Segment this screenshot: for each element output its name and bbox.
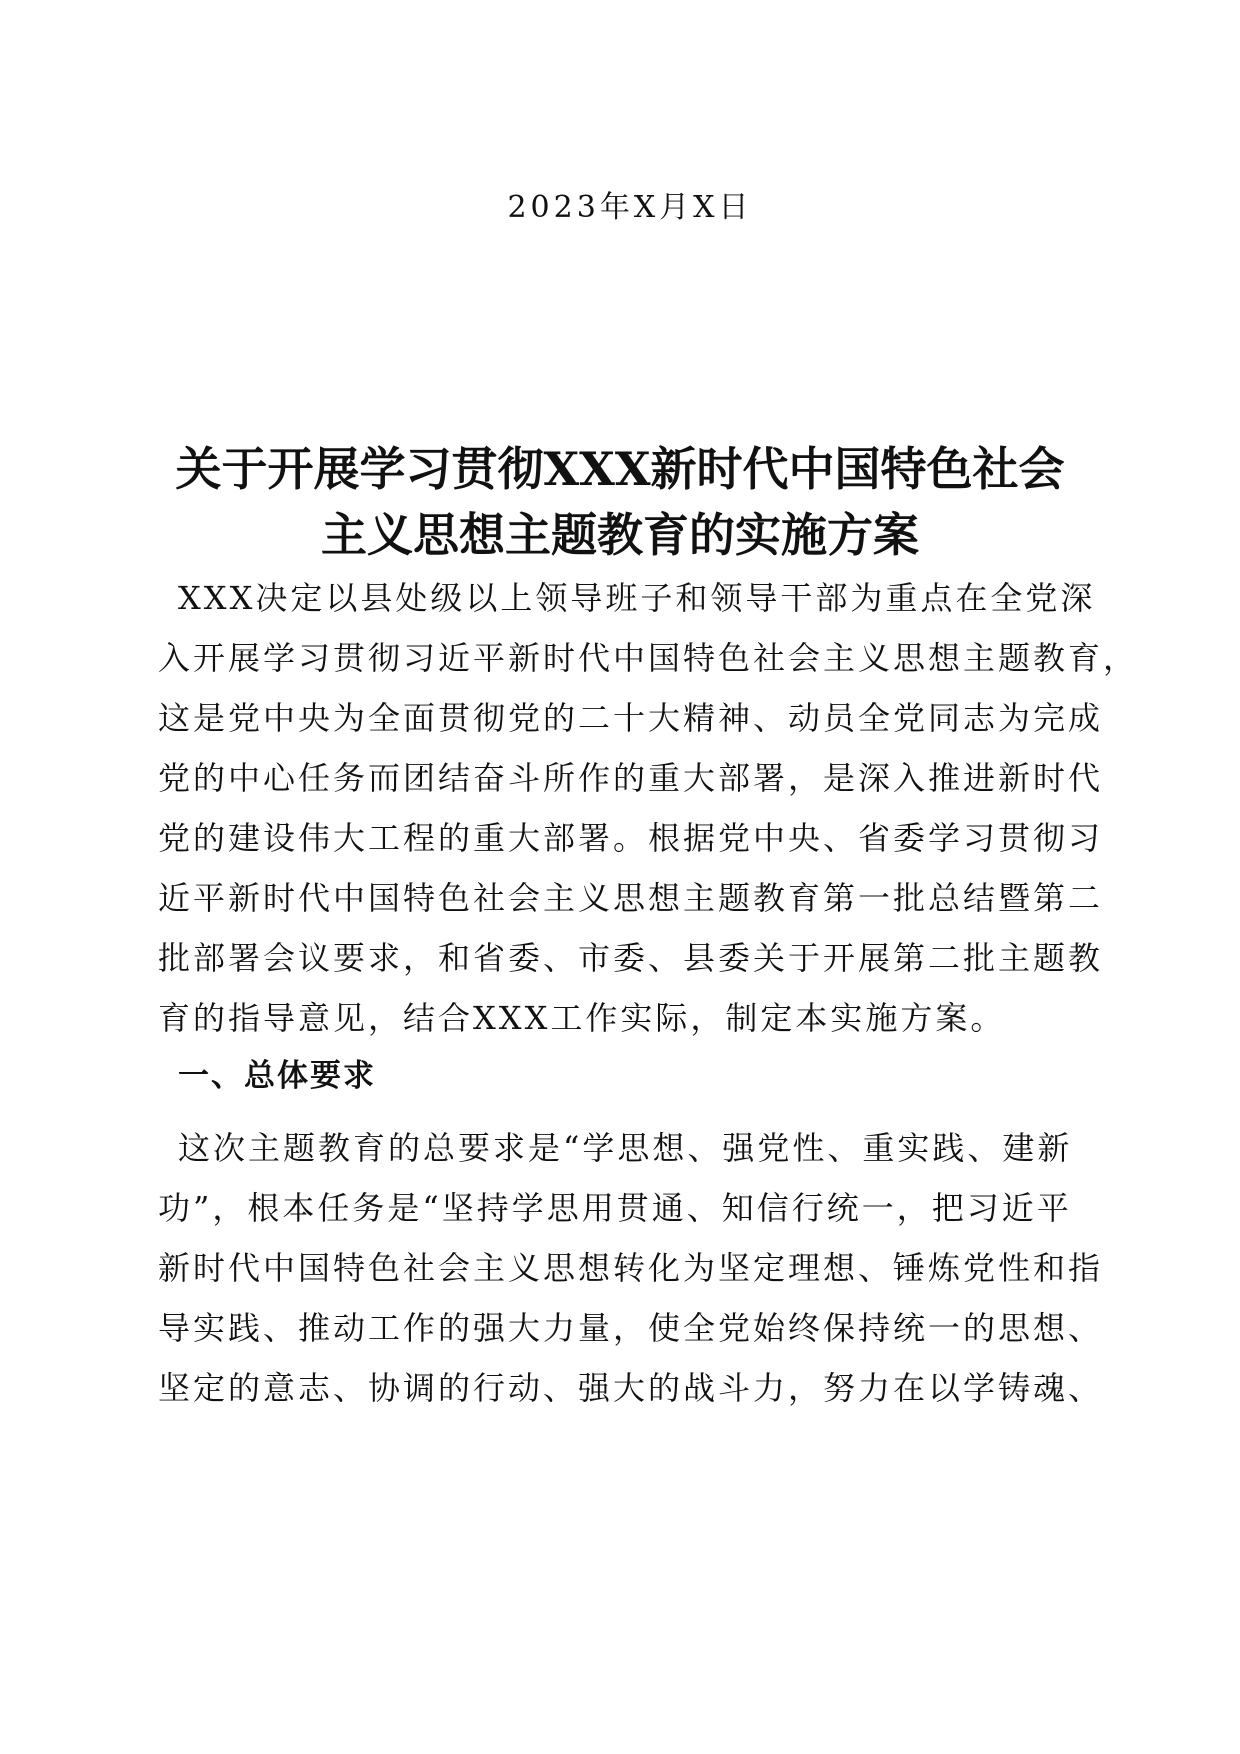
intro-line-8: 育的指导意见，结合XXX工作实际，制定本实施方案。 (158, 999, 1006, 1037)
section1-line-5: 坚定的意志、协调的行动、强大的战斗力，努力在以学铸魂、 (158, 1369, 1104, 1407)
intro-line-1: XXX决定以县处级以上领导班子和领导干部为重点在全党深 (178, 579, 1096, 617)
document-title (140, 436, 1100, 568)
intro-line-4: 党的中心任务而团结奋斗所作的重大部署，是深入推进新时代 (158, 759, 1104, 797)
title-line-1: 关于开展学习贯彻XXX新时代中国特色社会 (175, 442, 1065, 496)
document-date: 2023年X月X日 (507, 190, 753, 225)
section1-line-3: 新时代中国特色社会主义思想转化为坚定理想、锤炼党性和指 (158, 1249, 1104, 1287)
intro-line-5: 党的建设伟大工程的重大部署。根据党中央、省委学习贯彻习 (158, 819, 1104, 857)
title-line-2: 主义思想主题教育的实施方案 (321, 508, 919, 562)
section1-line-2: 功”，根本任务是“坚持学思用贯通、知信行统一，把习近平 (158, 1189, 1072, 1227)
section1-line-4: 导实践、推动工作的强大力量，使全党始终保持统一的思想、 (158, 1309, 1104, 1347)
section-heading: 一、总体要求 (178, 1058, 376, 1094)
intro-line-6: 近平新时代中国特色社会主义思想主题教育第一批总结暨第二 (158, 879, 1104, 917)
intro-line-3: 这是党中央为全面贯彻党的二十大精神、动员全党同志为完成 (158, 699, 1104, 737)
intro-line-7: 批部署会议要求，和省委、市委、县委关于开展第二批主题教 (158, 939, 1104, 977)
intro-line-2: 入开展学习贯彻习近平新时代中国特色社会主义思想主题教育， (158, 639, 1139, 677)
section1-line-1: 这次主题教育的总要求是“学思想、强党性、重实践、建新 (178, 1129, 1073, 1167)
